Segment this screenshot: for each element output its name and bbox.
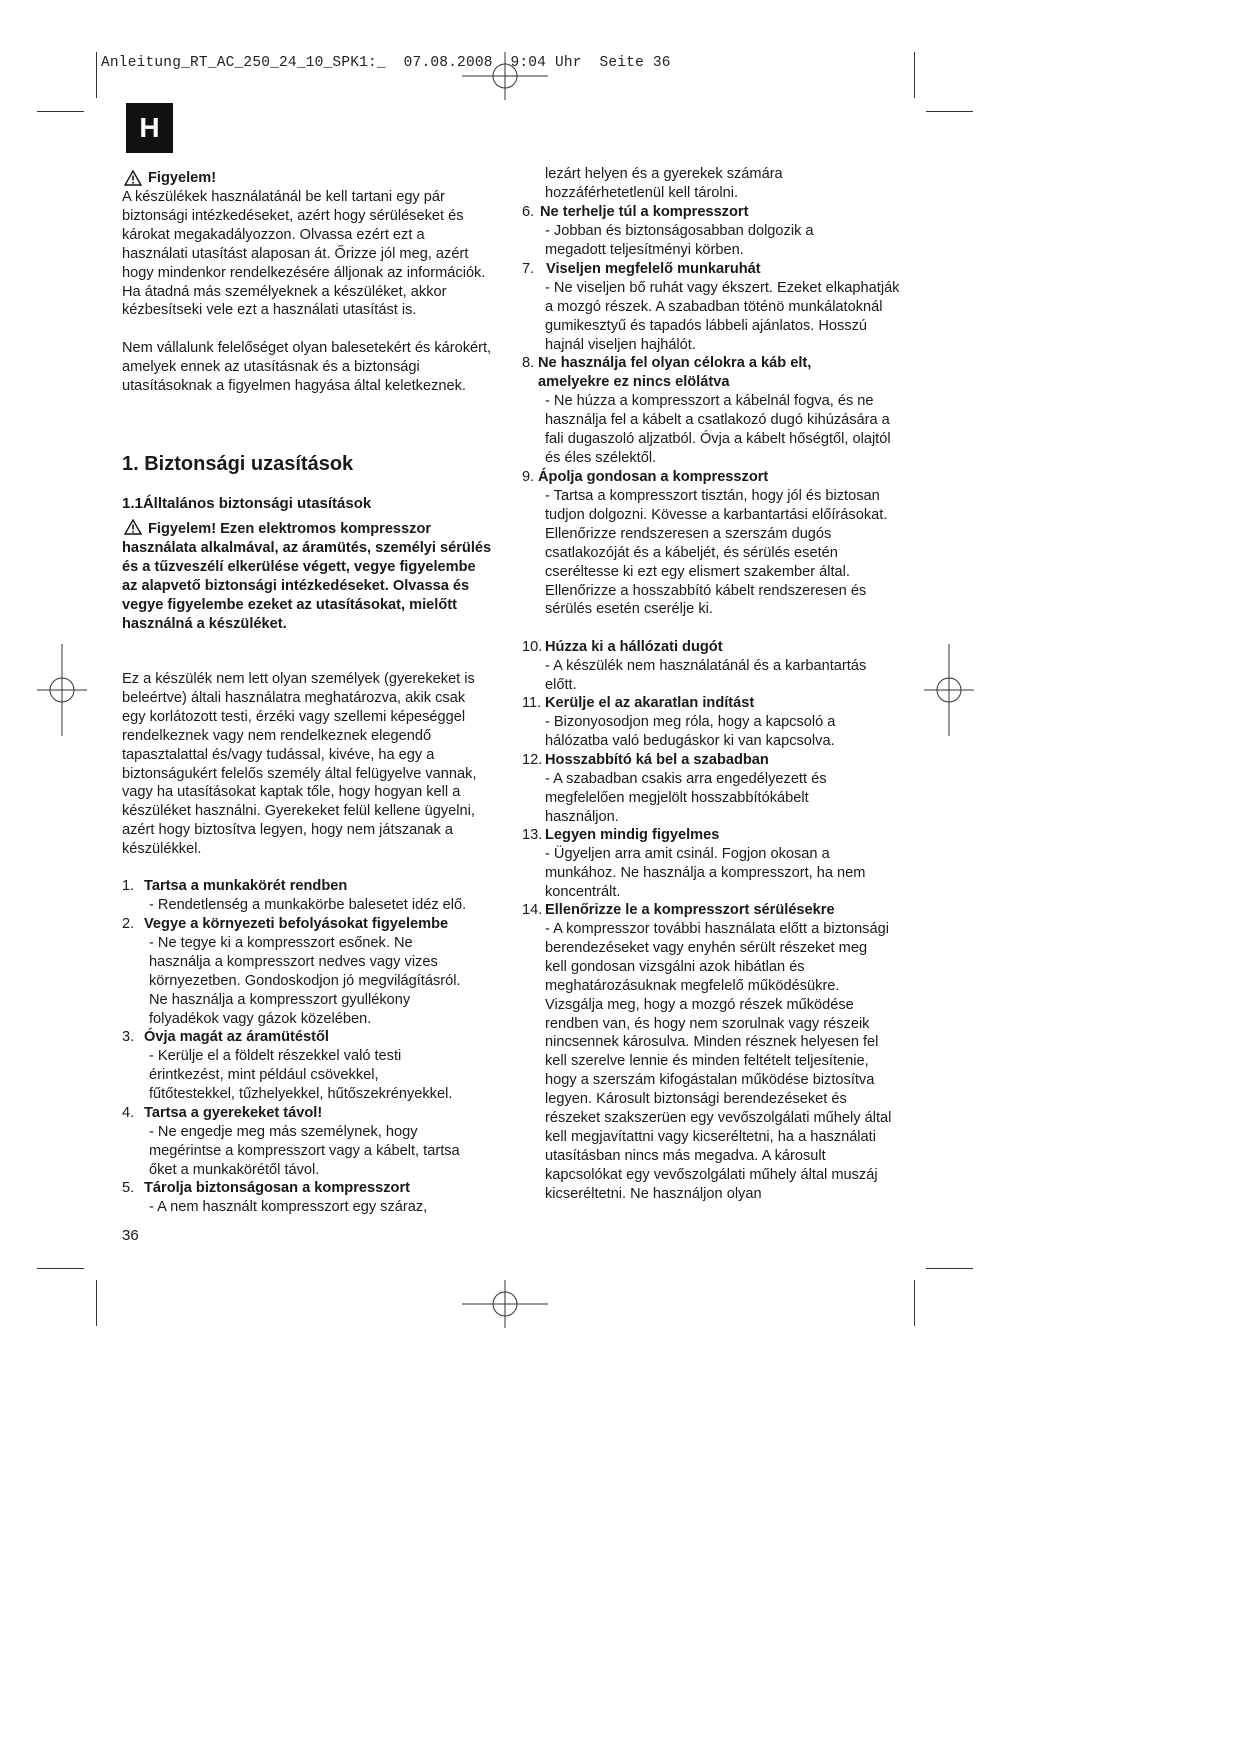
list-item-body: - A nem használt kompresszort egy száraz, <box>149 1199 428 1215</box>
list-item-title: Tartsa a munkakörét rendben <box>144 878 348 894</box>
list-item-number: 11. <box>522 695 542 711</box>
list-item-number: 10. <box>522 639 543 655</box>
list-item-body: - Ne húzza a kompresszort a kábelnál fogva, és ne használja fel a kábelt a csatlakozó dugó kihúzására a fali dugaszoló aljzatból. Óvja a kábelt hőségtől, olajtól és éles szélektől. <box>545 393 891 466</box>
list-item-body: - Bizonyosodjon meg róla, hogy a kapcsoló a hálózatba való bedugáskor ki van kapcsolva. <box>545 714 836 749</box>
list-item-body: - Jobban és biztonságosabban dolgozik a megadott teljesítményi körben. <box>545 223 814 258</box>
intro-paragraph-2: Nem vállalunk felelőséget olyan balesetekért és károkért, amelyek ennek az utasításnak és a biztonsági utasításoknak a figyelmen hagyása által keletkeznek. <box>122 340 492 394</box>
list-item-body: - A készülék nem használatánál és a karbantartás előtt. <box>545 658 867 693</box>
list-item-body: lezárt helyen és a gyerekek számára hozzáférhetetlenül kell tárolni. <box>545 166 783 201</box>
list-item-body: - Ne tegye ki a kompresszort esőnek. Ne használja a kompresszort nedves vagy vizes környezetben. Gondoskodjon jó megvilágításról. Ne használja a kompresszort gyullékony folyadékok vagy gázok közelében. <box>149 935 461 1027</box>
crop-mark <box>926 111 973 112</box>
list-item-number: 12. <box>522 752 543 768</box>
list-item-number: 9. <box>522 469 535 485</box>
list-item-body: - Rendetlenség a munkakörbe balesetet idéz elő. <box>149 897 467 913</box>
list-item-title: Ápolja gondosan a kompresszort <box>538 469 769 485</box>
list-item-number: 7. <box>522 261 535 277</box>
print-header: Anleitung_RT_AC_250_24_10_SPK1:_ 07.08.2008 9:04 Uhr Seite 36 <box>101 55 671 71</box>
list-item-number: 3. <box>122 1029 135 1045</box>
list-item-title: Viseljen megfelelő munkaruhát <box>546 261 761 277</box>
safety-warning <box>122 519 492 633</box>
list-item-body: - A szabadban csakis arra engedélyezett és megfelelően megjelölt hosszabbítókábelt használjon. <box>545 771 827 825</box>
list-item-number: 6. <box>522 204 535 220</box>
list-item-number: 1. <box>122 878 135 894</box>
list-item-number: 14. <box>522 902 543 918</box>
list-item-title: Ne terhelje túl a kompresszort <box>540 204 749 220</box>
list-item-title: Kerülje el az akaratlan indítást <box>545 695 755 711</box>
crop-mark <box>926 1268 973 1269</box>
list-item-body: - Ne viseljen bő ruhát vagy ékszert. Ezeket elkaphatják a mozgó részek. A szabadban töténö munkálatoknál gumikesztyű és tapadós lábbeli ajánlatos. Hosszú hajnál viseljen hajhálót. <box>545 280 900 353</box>
list-item-title: Tárolja biztonságosan a kompresszort <box>144 1180 410 1196</box>
subsection-title: 1.1Álltalános biztonsági utasítások <box>122 495 372 512</box>
warning-triangle-icon <box>124 170 142 186</box>
list-item-number: 2. <box>122 916 135 932</box>
list-item-body: - Tartsa a kompresszort tisztán, hogy jól és biztosan tudjon dolgozni. Kövesse a karbantartási előírásokat. Ellenőrizze rendszeresen a szerszám dugós csatlakozóját és a kábeljét, és sérülés esetén cseréltesse ki ezt egy elismert szakember által. Ellenőrizze a hosszabbító kábelt rendszeresen és sérülés esetén cserélje ki. <box>545 488 888 618</box>
crop-mark <box>914 52 915 98</box>
crop-mark <box>96 1280 97 1326</box>
registration-mark-top <box>462 52 548 100</box>
list-item-body: - Ne engedje meg más személynek, hogy megérintse a kompresszort vagy a kábelt, tartsa őket a munkakörétől távol. <box>149 1124 460 1178</box>
list-item-body: - Ügyeljen arra amit csinál. Fogjon okosan a munkához. Ne használja a kompresszort, ha nem koncentrált. <box>545 846 866 900</box>
list-item-number: 8. <box>522 355 535 371</box>
crop-mark <box>37 111 84 112</box>
warning-triangle-icon <box>124 519 142 535</box>
list-item-title: Vegye a környezeti befolyásokat figyelembe <box>144 916 449 932</box>
list-item-title: Tartsa a gyerekeket távol! <box>144 1105 323 1121</box>
list-item-title: Ellenőrizze le a kompresszort sérülésekre <box>545 902 835 918</box>
list-item-body: - A kompresszor további használata előtt a biztonsági berendezéseket vagy enyhén sérült részeket meg kell gondosan vizsgálni azok hibátlan és meghatározásuknak megfelelő működésükre. Vizsgálja meg, hogy a mozgó részek működése rendben van, és hogy nem szorulnak vagy részeik nincsennek károsulva. Minden résznek helyesen fel kell szerelve lennie és minden feltételt teljesítenie, hogy a szerszám kifogástalan működése biztosítva legyen. Károsult biztonsági berendezéseket és részeket szakszerüen egy vevőszolgálati műhely által kell megjavítattni vagy kicseréltetni, ha a használati utasításban nincs más megadva. A károsult kapcsolókat egy vevőszolgálati műhely által muszáj kicseréltetni. Ne használjon olyan <box>545 921 892 1202</box>
registration-mark-right <box>924 644 974 736</box>
list-item-title: Ne használja fel olyan célokra a káb elt, amelyekre ez nincs elölátva <box>538 355 812 390</box>
list-item-body: - Kerülje el a földelt részekkel való testi érintkezést, mint például csövekkel, fűtőtestekkel, tűzhelyekkel, hűtőszekrényekkel. <box>149 1048 453 1102</box>
list-item-title: Húzza ki a hállózati dugót <box>545 639 723 655</box>
registration-mark-left <box>37 644 87 736</box>
intro-warning-heading <box>122 169 492 188</box>
registration-mark-bottom <box>462 1280 548 1328</box>
crop-mark <box>37 1268 84 1269</box>
language-tab: H <box>126 103 173 153</box>
list-item-number: 13. <box>522 827 543 843</box>
crop-mark <box>96 52 97 98</box>
list-item-title: Legyen mindig figyelmes <box>545 827 720 843</box>
crop-mark <box>914 1280 915 1326</box>
list-item-title: Hosszabbító ká bel a szabadban <box>545 752 769 768</box>
intro-paragraph-1: A készülékek használatánál be kell tartani egy pár biztonsági intézkedéseket, azért hogy sérüléseket és károkat megakadályozzon. Olvassa ezért ezt a használati utasítást alaposan át. Őrizze jól meg, azért hogy mindenkor rendelkezésére álljonak az információk. Ha átadná más személyeknek a készüléket, akkor kézbesítseki vele ezt a használati utasítást is. <box>122 189 486 319</box>
page-number: 36 <box>122 1227 139 1244</box>
list-item-title: Óvja magát az áramütéstől <box>144 1029 329 1045</box>
warning-label: Figyelem! <box>148 170 217 186</box>
children-paragraph: Ez a készülék nem lett olyan személyek (gyerekeket is beleértve) általi használatra meghatározva, akik csak egy korlátozott testi, érzéki vagy szellemi képeséggel rendelkeznek vagy nem rendelkeznek elegendő tapasztalattal és/vagy tudással, kivéve, ha egy a biztonságukért felelős személy által felügyelve vannak, vagy ha utasításokat kaptak tőle, hogy hogyan kell a készüléket használni. Gyerekeket felül kellene ügyelni, azért hogy biztosítva legyen, hogy nem játszanak a készülékkel. <box>122 671 477 858</box>
list-item-number: 5. <box>122 1180 135 1196</box>
safety-warning-text: Figyelem! Ezen elektromos kompresszor használata alkalmával, az áramütés, személyi sérülés és a tűzveszélí elkerülése végett, vegye figyelembe az alapvető biztonsági intézkedéseket. Olvassa és vegye figyelembe ezeket az utasításokat, mielőtt használná a készüléket. <box>122 521 492 632</box>
list-item-number: 4. <box>122 1105 135 1121</box>
section-title: 1. Biztonsági uzasítások <box>122 453 354 475</box>
